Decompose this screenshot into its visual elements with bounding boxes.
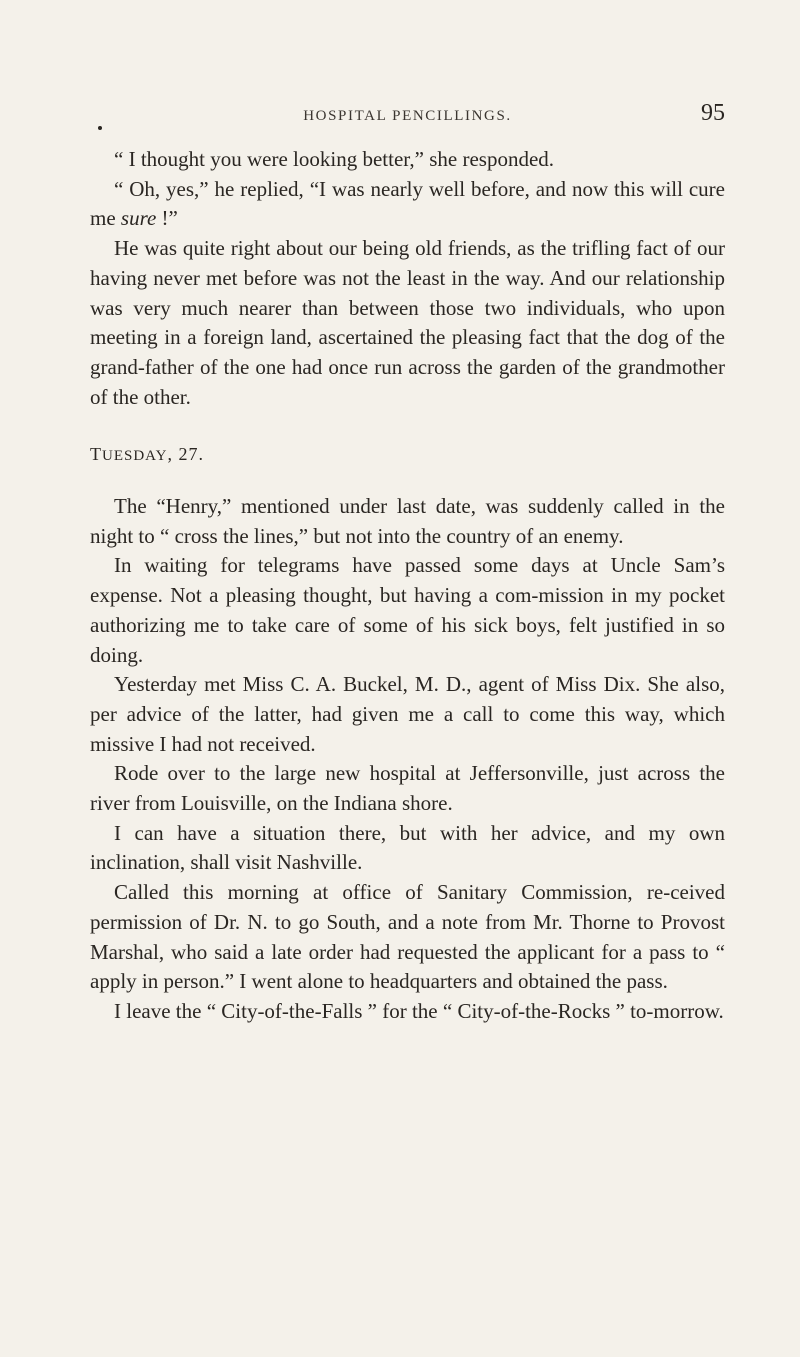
page-number: 95 [701,100,725,126]
paragraph-2: “ Oh, yes,” he replied, “I was nearly well before, and now this will cure me sure !” [90,176,725,231]
body-text [90,145,725,1027]
running-title: HOSPITAL PENCILLINGS. [303,108,512,124]
paragraph-10: I leave the “ City-of-the-Falls ” for the “ City-of-the-Rocks ” to-morrow. [114,998,724,1023]
paragraph-5: In waiting for telegrams have passed some days at Uncle Sam’s expense. Not a pleasing thought, but having a com-mission in my pocket authorizing me to take care of some of his sick boys, felt justified in so doing. [90,553,725,667]
paragraph-8: I can have a situation there, but with her advice, and my own inclination, shall visit Nashville. [90,820,725,875]
paragraph-9: Called this morning at office of Sanitary Commission, re-ceived permission of Dr. N. to go South, and a note from Mr. Thorne to Provost Marshal, who said a late order had requested the applicant for a pass to “ apply in person.” I went alone to headquarters and obtained the pass. [90,880,725,994]
paragraph-6: Yesterday met Miss C. A. Buckel, M. D., agent of Miss Dix. She also, per advice of the latter, had given me a call to come this way, which missive I had not received. [90,672,725,756]
date-heading: TUESDAY, 27. [90,444,204,465]
emphasis-sure: sure [120,206,157,231]
paragraph-1: “ I thought you were looking better,” she responded. [114,147,555,171]
paragraph-3: He was quite right about our being old friends, as the trifling fact of our having never met before was not the least in the way. And our relationship was very much nearer than between those two individuals, who upon meeting in a foreign land, ascertained the pleasing fact that the dog of the grand-father of the one had once run across the garden of the grandmother of the other. [90,236,725,409]
paragraph-4: The “Henry,” mentioned under last date, was suddenly called in the night to “ cross the lines,” but not into the country of an enemy. [90,494,725,548]
paragraph-7: Rode over to the large new hospital at Jeffersonville, just across the river from Louisville, on the Indiana shore. [90,761,725,816]
running-head [90,100,725,130]
